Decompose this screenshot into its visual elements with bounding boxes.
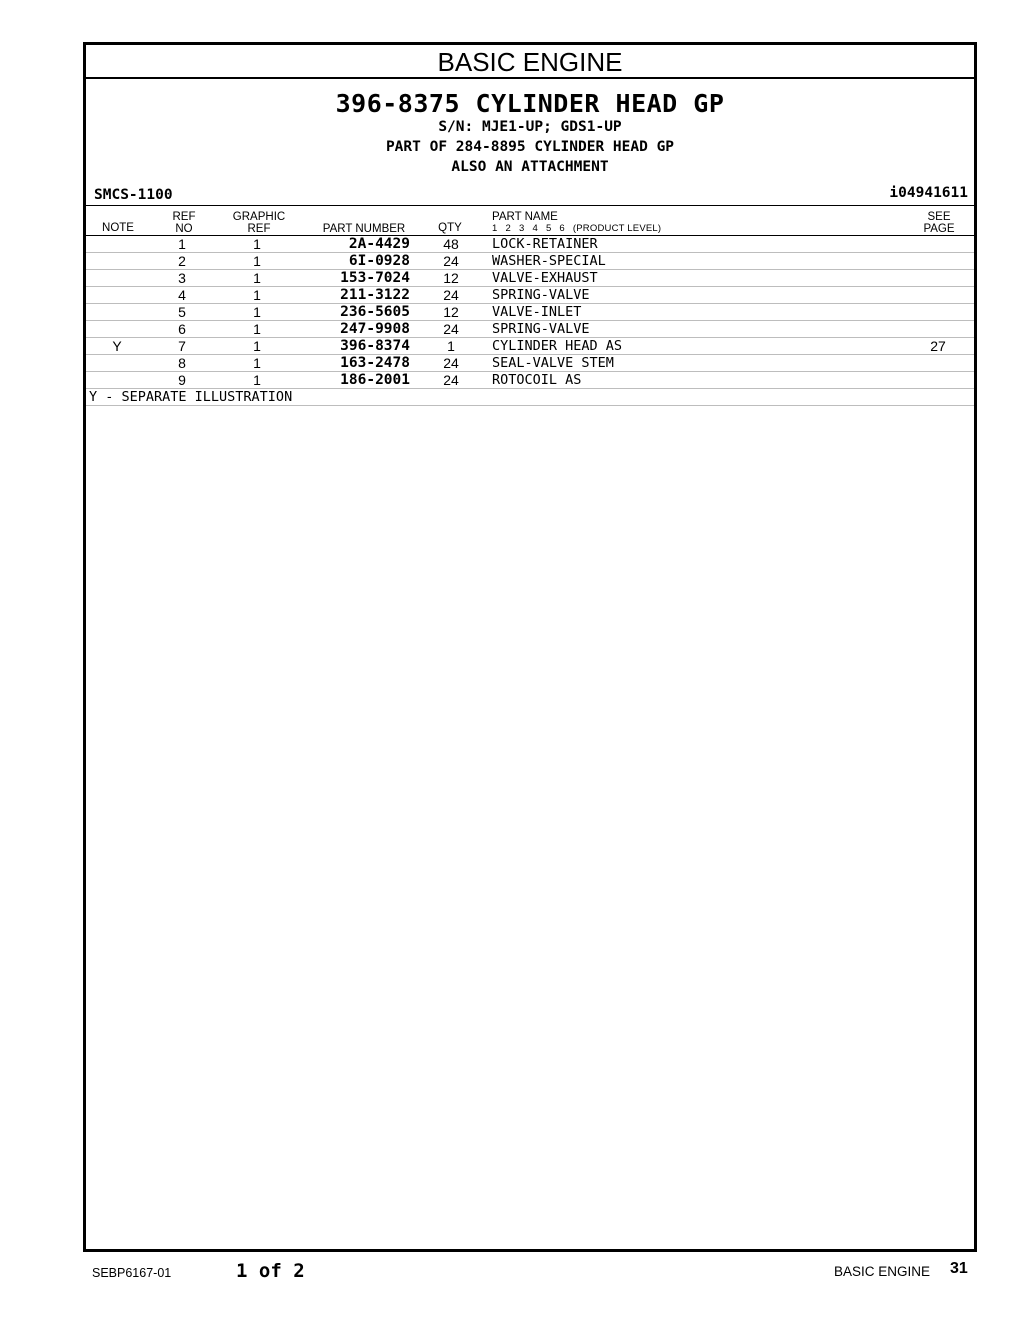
- footnote-row: [86, 389, 974, 406]
- footnote: Y - SEPARATE ILLUSTRATION: [89, 389, 293, 405]
- column-header-see-line2: PAGE: [923, 223, 955, 235]
- row-ref-no: 8: [178, 355, 186, 371]
- row-part-number: 186-2001: [340, 372, 410, 388]
- row-note: Y: [112, 338, 122, 354]
- table-row: [86, 270, 974, 287]
- parts-table: [86, 236, 974, 406]
- page-footer: [0, 1256, 1020, 1286]
- row-part-number: 163-2478: [340, 355, 410, 371]
- product-level-4: 4: [532, 223, 538, 234]
- row-part-name: SPRING-VALVE: [492, 321, 590, 337]
- group-title: 396-8375 CYLINDER HEAD GP: [335, 89, 725, 118]
- table-row: [86, 253, 974, 270]
- row-see-page: 27: [930, 338, 946, 354]
- product-level-6: 6: [559, 223, 565, 234]
- page-of-indicator: 1 of 2: [236, 1260, 305, 1282]
- footer-section-name: BASIC ENGINE: [834, 1264, 931, 1279]
- row-part-name: ROTOCOIL AS: [492, 372, 582, 388]
- part-of-line: PART OF 284-8895 CYLINDER HEAD GP: [385, 139, 675, 155]
- column-header-note: NOTE: [102, 222, 134, 234]
- row-qty: 24: [443, 287, 459, 303]
- row-part-number: 6I-0928: [348, 253, 410, 269]
- row-qty: 48: [443, 236, 459, 252]
- row-part-number: 396-8374: [340, 338, 410, 354]
- row-part-name: CYLINDER HEAD AS: [492, 338, 623, 354]
- row-graphic-ref: 1: [253, 287, 261, 303]
- row-part-name: SPRING-VALVE: [492, 287, 590, 303]
- table-row: [86, 372, 974, 389]
- column-header-see-line1: SEE: [927, 211, 951, 223]
- product-level-label: (PRODUCT LEVEL): [572, 223, 662, 234]
- row-part-number: 247-9908: [340, 321, 410, 337]
- table-row: [86, 287, 974, 304]
- smcs-code: SMCS-1100: [94, 187, 173, 203]
- attachment-line: ALSO AN ATTACHMENT: [451, 159, 609, 175]
- product-level-5: 5: [545, 223, 552, 234]
- row-part-name: VALVE-EXHAUST: [492, 270, 598, 286]
- row-qty: 12: [443, 270, 459, 286]
- serial-number-range: S/N: MJE1-UP; GDS1-UP: [438, 119, 622, 135]
- header-divider: [86, 205, 974, 206]
- column-header-part-number: PART NUMBER: [322, 223, 406, 235]
- row-ref-no: 1: [178, 236, 186, 252]
- row-qty: 1: [447, 338, 455, 354]
- row-part-name: WASHER-SPECIAL: [492, 253, 606, 269]
- column-header-ref-line2: NO: [175, 223, 193, 235]
- row-graphic-ref: 1: [253, 338, 261, 354]
- table-row: [86, 236, 974, 253]
- row-qty: 12: [443, 304, 459, 320]
- row-ref-no: 3: [178, 270, 186, 286]
- row-part-name: LOCK-RETAINER: [492, 236, 598, 252]
- row-graphic-ref: 1: [253, 253, 261, 269]
- parts-page-frame: [83, 42, 977, 1252]
- row-ref-no: 4: [178, 287, 186, 303]
- row-graphic-ref: 1: [253, 321, 261, 337]
- row-ref-no: 2: [178, 253, 186, 269]
- row-graphic-ref: 1: [253, 304, 261, 320]
- column-header-see-page: [916, 211, 962, 235]
- section-title: BASIC ENGINE: [86, 45, 974, 79]
- row-ref-no: 5: [178, 304, 186, 320]
- row-graphic-ref: 1: [253, 270, 261, 286]
- row-graphic-ref: 1: [253, 355, 261, 371]
- row-ref-no: 6: [178, 321, 186, 337]
- product-level-3: 3: [518, 223, 525, 234]
- illustration-id: i04941611: [889, 185, 968, 201]
- page-number: 31: [950, 1260, 968, 1277]
- row-graphic-ref: 1: [253, 236, 261, 252]
- column-header-graphic-line1: GRAPHIC: [232, 211, 286, 223]
- column-header-ref-no: [166, 211, 202, 235]
- table-row: [86, 304, 974, 321]
- row-qty: 24: [443, 355, 459, 371]
- product-level-1: 1: [492, 223, 498, 234]
- column-header-qty: QTY: [438, 222, 462, 234]
- row-qty: 24: [443, 253, 459, 269]
- row-graphic-ref: 1: [253, 372, 261, 388]
- row-qty: 24: [443, 321, 459, 337]
- column-header-ref-line1: REF: [172, 211, 196, 223]
- table-row: [86, 355, 974, 372]
- column-header-graphic-line2: REF: [247, 223, 271, 235]
- row-part-number: 236-5605: [340, 304, 410, 320]
- row-part-number: 211-3122: [340, 287, 410, 303]
- product-level-2: 2: [505, 223, 511, 234]
- row-part-number: 153-7024: [340, 270, 410, 286]
- column-header-graphic-ref: [226, 211, 292, 235]
- row-qty: 24: [443, 372, 459, 388]
- column-header-part-name: PART NAME: [492, 211, 558, 223]
- document-number: SEBP6167-01: [92, 1266, 172, 1280]
- column-header-product-levels: [492, 223, 669, 235]
- row-ref-no: 7: [178, 338, 186, 354]
- row-ref-no: 9: [178, 372, 186, 388]
- row-part-name: VALVE-INLET: [492, 304, 582, 320]
- row-part-name: SEAL-VALVE STEM: [492, 355, 614, 371]
- table-row: [86, 338, 974, 355]
- table-row: [86, 321, 974, 338]
- row-part-number: 2A-4429: [348, 236, 410, 252]
